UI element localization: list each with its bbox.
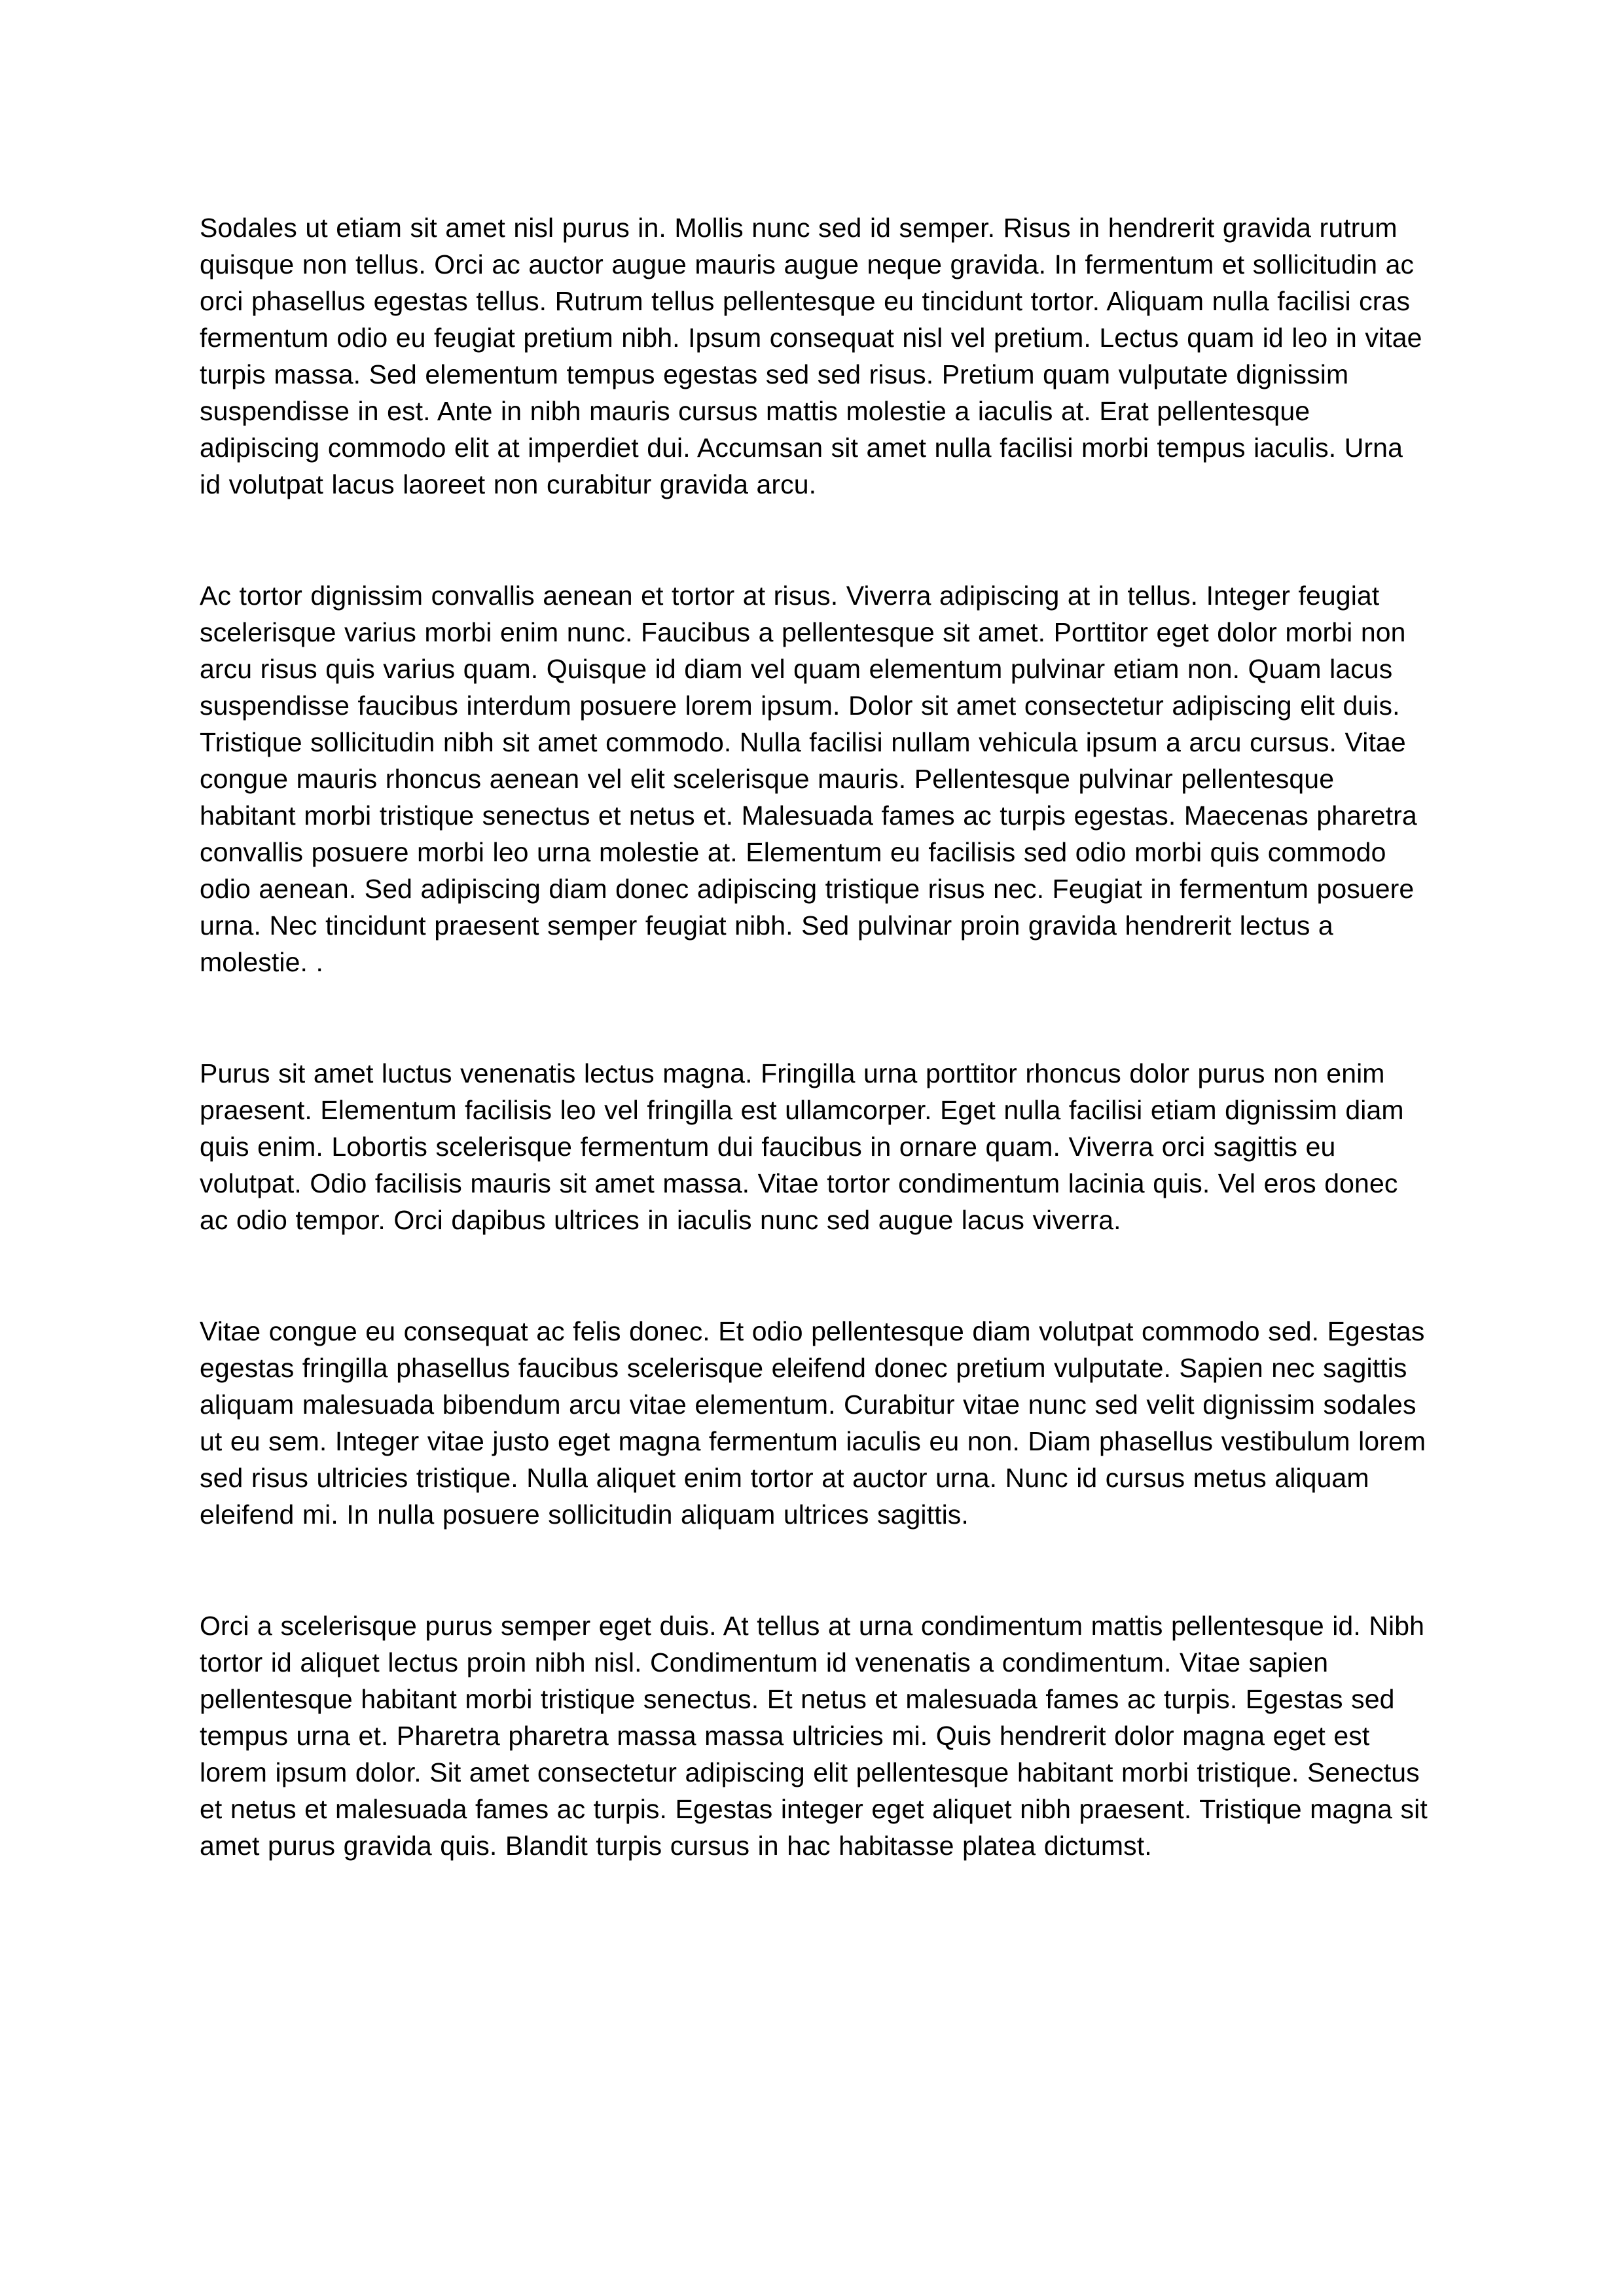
paragraph-2: Ac tortor dignissim convallis aenean et tortor at risus. Viverra adipiscing at in tellus. Integer feugiat scelerisque varius morbi enim nunc. Faucibus a pellentesque sit amet. Porttitor eget dolor morbi non arcu risus quis varius quam. Quisque id diam vel quam elementum pulvinar etiam non. Quam lacus suspendisse faucibus interdum posuere lorem ipsum. Dolor sit amet consectetur adipiscing elit duis. Tristique sollicitudin nibh sit amet commodo. Nulla facilisi nullam vehicula ipsum a arcu cursus. Vitae congue mauris rhoncus aenean vel elit scelerisque mauris. Pellentesque pulvinar pellentesque habitant morbi tristique senectus et netus et. Malesuada fames ac turpis egestas. Maecenas pharetra convallis posuere morbi leo urna molestie at. Elementum eu facilisis sed odio morbi quis commodo odio aenean. Sed adipiscing diam donec adipiscing tristique risus nec. Feugiat in fermentum posuere urna. Nec tincidunt praesent semper feugiat nibh. Sed pulvinar proin gravida hendrerit lectus a molestie. . bbox=[200, 581, 1417, 977]
document-text-block bbox=[200, 209, 1428, 1864]
paragraph-1: Sodales ut etiam sit amet nisl purus in. Mollis nunc sed id semper. Risus in hendrerit gravida rutrum quisque non tellus. Orci ac auctor augue mauris augue neque gravida. In fermentum et sollicitudin ac orci phasellus egestas tellus. Rutrum tellus pellentesque eu tincidunt tortor. Aliquam nulla facilisi cras fermentum odio eu feugiat pretium nibh. Ipsum consequat nisl vel pretium. Lectus quam id leo in vitae turpis massa. Sed elementum tempus egestas sed sed risus. Pretium quam vulputate dignissim suspendisse in est. Ante in nibh mauris cursus mattis molestie a iaculis at. Erat pellentesque adipiscing commodo elit at imperdiet dui. Accumsan sit amet nulla facilisi morbi tempus iaculis. Urna id volutpat lacus laoreet non curabitur gravida arcu. bbox=[200, 213, 1422, 499]
paragraph-4: Vitae congue eu consequat ac felis donec. Et odio pellentesque diam volutpat commodo sed. Egestas egestas fringilla phasellus faucibus scelerisque eleifend donec pretium vulputate. Sapien nec sagittis aliquam malesuada bibendum arcu vitae elementum. Curabitur vitae nunc sed velit dignissim sodales ut eu sem. Integer vitae justo eget magna fermentum iaculis eu non. Diam phasellus vestibulum lorem sed risus ultricies tristique. Nulla aliquet enim tortor at auctor urna. Nunc id cursus metus aliquam eleifend mi. In nulla posuere sollicitudin aliquam ultrices sagittis. bbox=[200, 1316, 1426, 1530]
paragraph-5: Orci a scelerisque purus semper eget duis. At tellus at urna condimentum mattis pellentesque id. Nibh tortor id aliquet lectus proin nibh nisl. Condimentum id venenatis a condimentum. Vitae sapien pellentesque habitant morbi tristique senectus. Et netus et malesuada fames ac turpis. Egestas sed tempus urna et. Pharetra pharetra massa massa ultricies mi. Quis hendrerit dolor magna eget est lorem ipsum dolor. Sit amet consectetur adipiscing elit pellentesque habitant morbi tristique. Senectus et netus et malesuada fames ac turpis. Egestas integer eget aliquet nibh praesent. Tristique magna sit amet purus gravida quis. Blandit turpis cursus in hac habitasse platea dictumst. bbox=[200, 1611, 1428, 1861]
paragraph-3: Purus sit amet luctus venenatis lectus magna. Fringilla urna porttitor rhoncus dolor purus non enim praesent. Elementum facilisis leo vel fringilla est ullamcorper. Eget nulla facilisi etiam dignissim diam quis enim. Lobortis scelerisque fermentum dui faucibus in ornare quam. Viverra orci sagittis eu volutpat. Odio facilisis mauris sit amet massa. Vitae tortor condimentum lacinia quis. Vel eros donec ac odio tempor. Orci dapibus ultrices in iaculis nunc sed augue lacus viverra. bbox=[200, 1058, 1404, 1235]
